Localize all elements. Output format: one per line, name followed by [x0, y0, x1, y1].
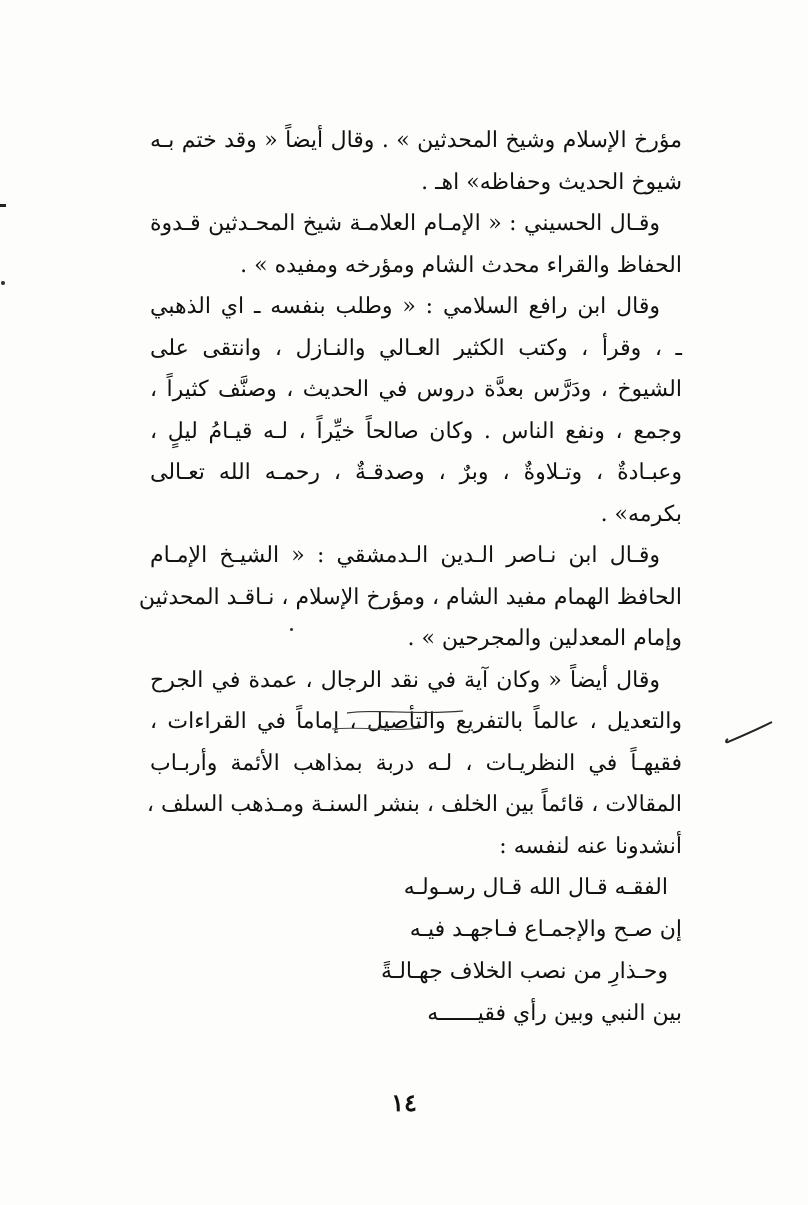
margin-pen-mark	[722, 718, 774, 748]
page-body	[138, 120, 682, 1035]
text-line: وإمام المعدلين والمجرحين » .	[407, 626, 682, 651]
text-line: الحفاظ والقراء محدث الشام ومؤرخه ومفيده » .	[240, 252, 682, 278]
text-line: بكرمه» .	[600, 501, 682, 527]
text-line: وقـال ابن نـاصر الـدين الـدمشقي : « الشيـخ الإمـام	[150, 543, 660, 568]
poem-verse: وحـذارِ من نصب الخلاف جهـالـةً	[380, 959, 668, 984]
text-line: وقـال الحسيني : « الإمـام العلامـة شيخ المحـدثين قـدوة	[150, 211, 660, 236]
text-line: والتعديل ، عالماً بالتفريع والتأصيل ، إماماً في القراءات ،	[150, 709, 682, 734]
text-line: أنشدونا عنه لنفسه :	[499, 833, 682, 859]
text-line: شيوخ الحديث وحفاظه» اهـ .	[421, 169, 682, 195]
edge-mark	[0, 204, 6, 207]
text-line: ـ ، وقرأ ، وكتب الكثير العـالي والنـازل ، وانتقى على	[150, 335, 682, 361]
poem-verse: بين النبي وبين رأي فقيــــــه	[427, 1001, 682, 1026]
stray-dot	[290, 628, 293, 631]
text-line: فقيهـاً في النظريـات ، لـه دربة بمذاهب الأئمة وأربـاب	[150, 750, 682, 776]
poem	[150, 867, 682, 1035]
text-line: وجمع ، ونفع الناس . وكان صالحاً خيِّراً ، لـه قيـامُ ليلٍ ،	[150, 418, 682, 444]
text-line: الشيوخ ، ودَرَّس بعدَّة دروس في الحديث ، وصنَّف كثيراً ،	[150, 377, 682, 402]
page-number: ١٤	[391, 1088, 417, 1117]
poem-verse: الفقـه قـال الله قـال رسـولـه	[403, 875, 668, 900]
text-line: مؤرخ الإسلام وشيخ المحدثين » . وقال أيضاً « وقد ختم بـه	[150, 128, 682, 153]
text-line: الحافظ الهمام مفيد الشام ، ومؤرخ الإسلام ، نـاقـد المحدثين	[138, 584, 682, 610]
handwritten-underline	[345, 705, 465, 719]
text-line: وعبـادةٌ ، وتـلاوةٌ ، وبرٌ ، وصدقـةٌ ، رحمـه الله تعـالى	[150, 460, 682, 485]
handwritten-underline	[330, 724, 422, 734]
poem-verse: إن صـح والإجمـاع فـاجهـد فيـه	[409, 917, 682, 942]
text-line: وقال ابن رافع السلامي : « وطلب بنفسه ـ اي الذهبي	[150, 294, 660, 319]
text-line: المقالات ، قائماً بين الخلف ، بنشر السنـة ومـذهب السلف ،	[146, 792, 682, 817]
edge-dot	[1, 281, 5, 285]
text-line: وقال أيضاً « وكان آية في نقد الرجال ، عمدة في الجرح	[150, 667, 660, 693]
